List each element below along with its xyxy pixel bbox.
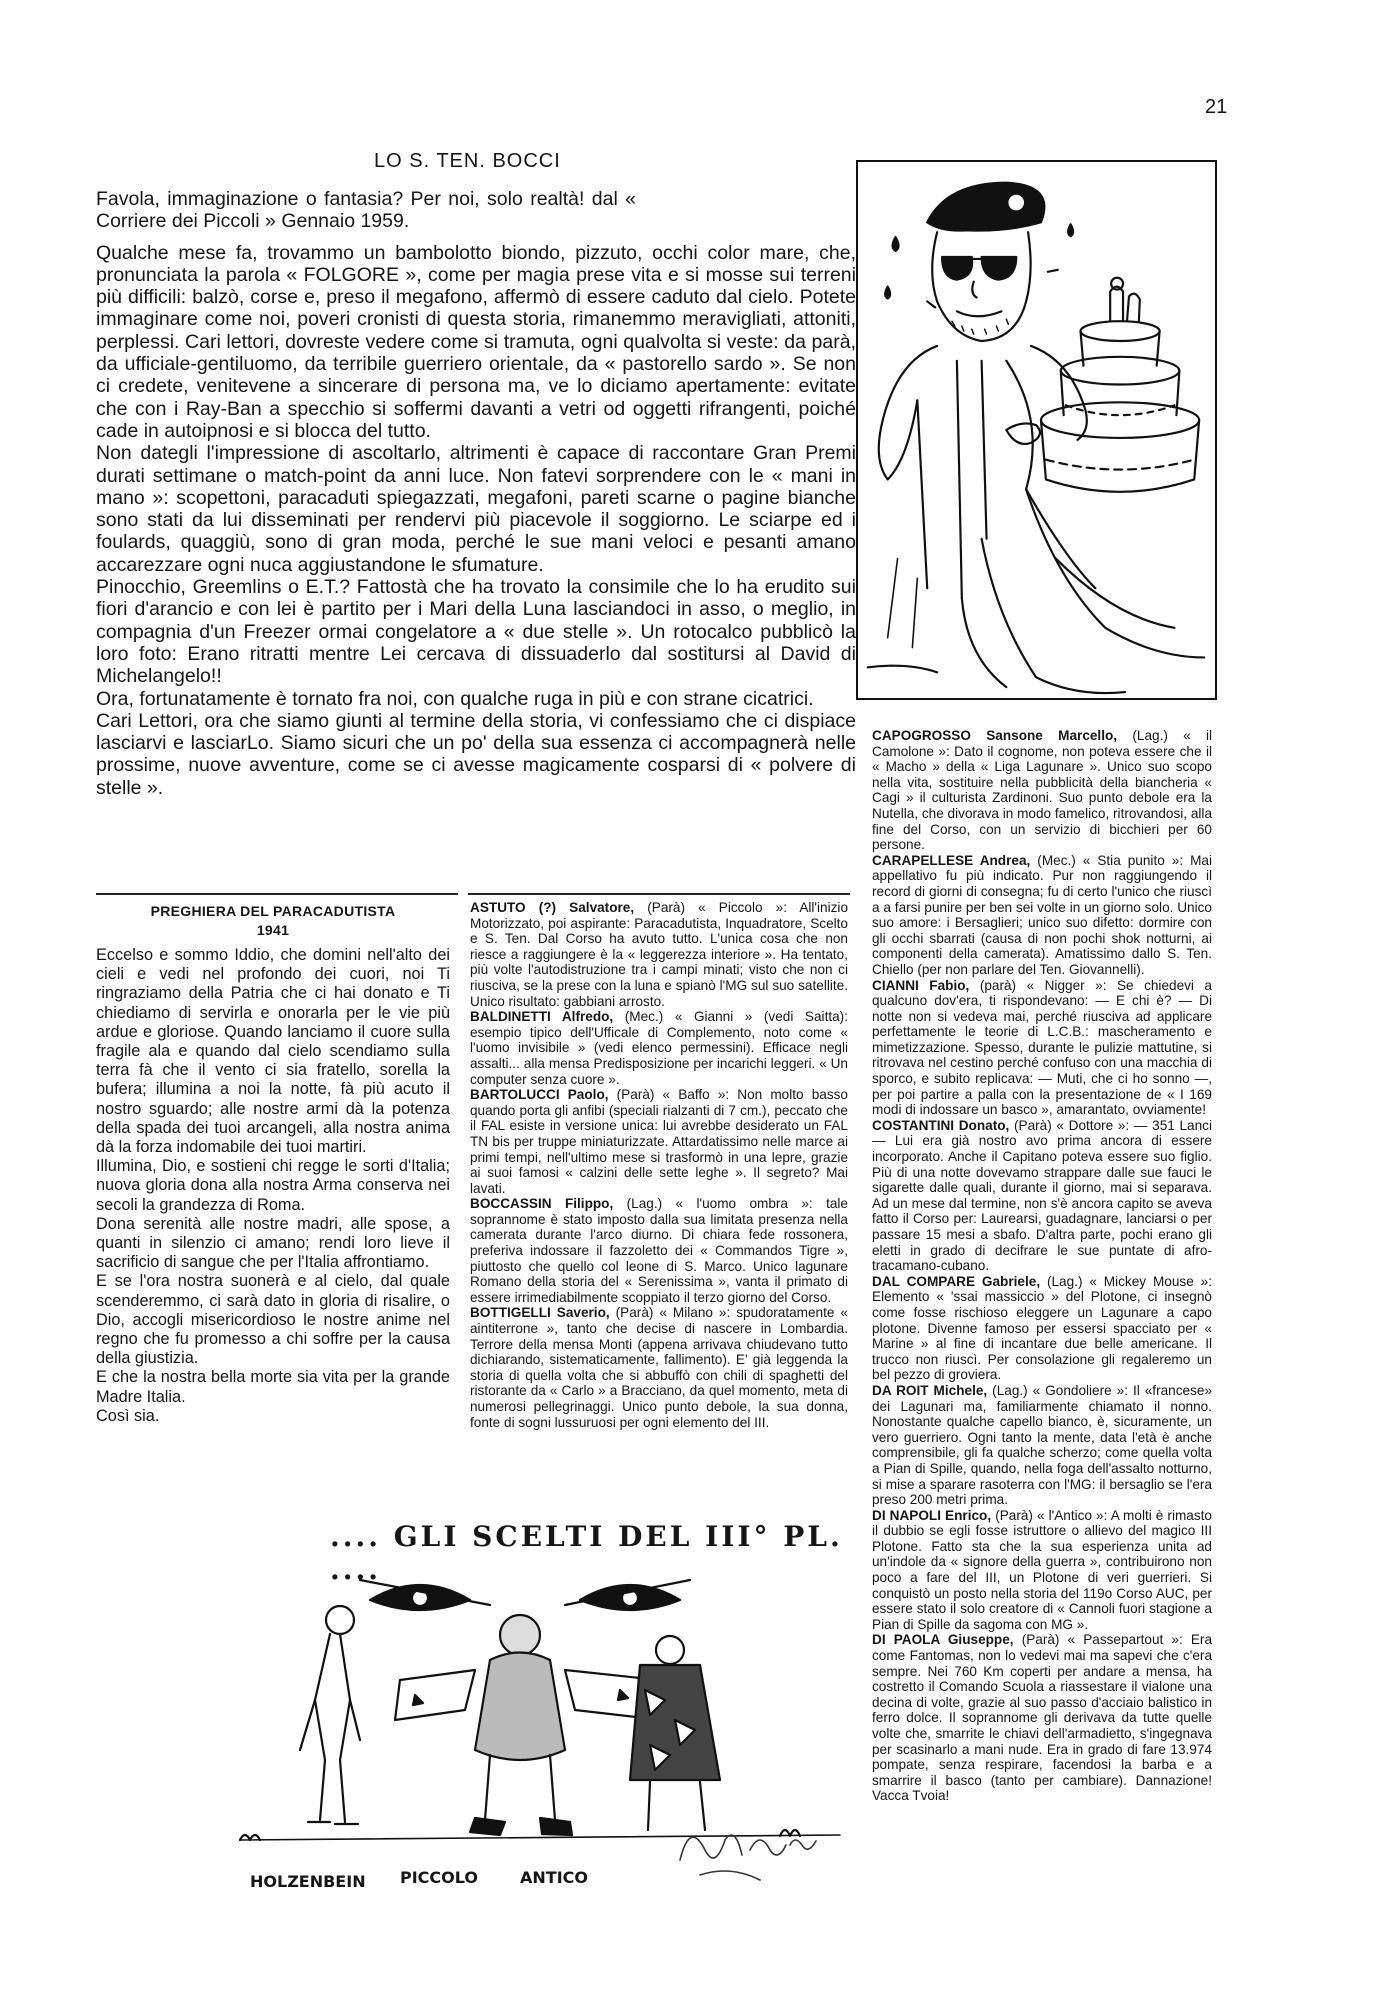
entry xyxy=(872,1118,1212,1274)
signature-scribble xyxy=(670,1810,830,1890)
prayer-paragraph: Illumina, Dio, e sostieni chi regge le sorti d'Italia; nuova gloria dona alla nostra Arma conserva nei secoli la grandezza di Roma. xyxy=(96,1157,450,1214)
entries-column-right xyxy=(872,728,1212,1804)
entry-text: (Lag.) « Mickey Mouse »: Elemento « 'ssai massiccio » del Plotone, ci insegnò come fosse rischioso eleggere un Lagunare a capo plotone. Divenne famoso per essersi spacciato per « Marine » al fine di incantare due belle americane. Il trucco non riuscì. Per consolazione gli regaleremo un bel pezzo di groviera. xyxy=(872,1273,1212,1383)
entry-name: COSTANTINI Donato, xyxy=(872,1117,1010,1133)
prayer-paragraph: Così sia. xyxy=(96,1406,160,1425)
prayer-paragraph: Eccelso e sommo Iddio, che domini nell'alto dei cieli e vedi nel profondo dei cuori, noi Ti ringraziamo della Patria che ci hai donato e Ti chiediamo di servirla e onorarla per le vie più ardue e gloriose. Quando lanciamo il cuore sulla fragile ala e quando dal cielo scendiamo sulla terra fà che il vento ci sia fratello, sorella la bufera; illumina a noi la notte, fà più acuto il nostro sguardo; alle nostre armi dà la potenza della spada dei tuoi arcangeli, alla nostra anima dà la forza indomabile dei tuoi martiri. xyxy=(96,946,450,1157)
story-paragraph: Ora, fortunatamente è tornato fra noi, con qualche ruga in più e con strane cicatrici. xyxy=(96,687,814,710)
prayer-paragraph: E se l'ora nostra suonerà e al cielo, dal quale scenderemmo, ci sarà dato in gloria di risalire, o Dio, accogli misericordioso le nostre anime nel regno che fu promesso a chi soffre per la causa della giustizia. xyxy=(96,1272,450,1368)
story-body xyxy=(96,188,856,799)
divider xyxy=(468,893,850,895)
entry-text: (Lag.) « Gondoliere »: Il «francese» dei Lagunari ma, familiarmente chiamato il nonno. Nonostante qualche capello bianco, è, sicuramente, un vero guerriero. Ogni tanto la mente, data l'età è anche comprensibile, gli fa qualche scherzo; come quella volta a Pian di Spille, quando, nella foga dell'assalto notturno, si mise a sparare rasoterra con l'MG: il bersaglio se l'era preso 200 metri prima. xyxy=(872,1382,1212,1508)
entry-name: ASTUTO (?) Salvatore, xyxy=(470,900,635,915)
entry xyxy=(872,728,1212,853)
entry xyxy=(470,1305,848,1430)
story-paragraph: Pinocchio, Greemlins o E.T.? Fattostà che ha trovato la consimile che lo ha erudito sui fiori d'arancio e con lei è partito per i Mari della Luna lasciandoci in asso, o meglio, in compagnia d'un Freezer ormai congelatore a « due stelle ». Un rotocalco pubblicò la loro foto: Erano ritratti mentre Lei cercava di dissuaderlo dal sostitursi al David di Michelangelo!! xyxy=(96,576,856,688)
entry-name: DA ROIT Michele, xyxy=(872,1382,988,1398)
entry xyxy=(872,853,1212,978)
entry-name: CIANNI Fabio, xyxy=(872,977,970,993)
officer-cartoon-illustration xyxy=(856,160,1217,700)
prayer-section xyxy=(96,902,450,1426)
entry xyxy=(470,1087,848,1196)
entry-text: (Mec.) « Stia punito »: Mai appellativo fu più indicato. Pur non raggiungendo il record di giorni di consegna; fu di certo l'unico che riuscì a a farsi punire per ben sei volte in un giorno solo. Unico suo amore: i Bersaglieri; unico suo difetto: dormire con gli occhi sbarrati (causa di non pochi shok notturni, ai componenti della camerata). Amatissimo dallo S. Ten. Chiello (per non parlare del Ten. Giovannelli). xyxy=(872,852,1212,977)
story-paragraph: Cari Lettori, ora che siamo giunti al termine della storia, vi confessiamo che ci dispiace lasciarvi e lasciarLo. Siamo sicuri che un po' della sua essenza ci accompagnerà nelle prossime, nuove avventure, come se ci avesse magicamente cosparsi di « polvere di stelle ». xyxy=(96,709,856,799)
entry-text: (Mec.) « Gianni » (vedi Saitta): esempio tipico dell'Ufficale di Complemento, noto come « l'uomo invisibile » (vedi elenco permessini). Efficace negli assalti... alla mensa Predisposizione per incarichi leggeri. « Un computer senza cuore ». xyxy=(470,1009,848,1087)
entry-name: BALDINETTI Alfredo, xyxy=(470,1009,614,1025)
entry-name: DAL COMPARE Gabriele, xyxy=(872,1273,1041,1289)
entry-text: (parà) « Nigger »: Se chiedevi a qualcuno dov'era, ti rispondevano: — E chi è? — Di notte non si vedeva mai, perché riusciva ad applicare perfettamente le teorie di L.C.B.: mascheramento e mimetizzazione. Spesso, durante le pulizie mattutine, si ritrovava nel cestino perché confuso con una macchia di sporco, e subito replicava: — Muti, che ci ho sonno —, per poi partire a palla con la presentazione de « I 169 modi di indossare un basco », amarantato, ovviamente! xyxy=(872,977,1212,1118)
entry-text: (Parà) « Milano »: spudoratamente « aintiterrone », tanto che decise di nascere in Lombardia. Terrore della mensa Monti (appena arrivava chiudevano tutto dichiarando, sistematicamente, fallimento). E' già leggenda la storia di quella volta che si abbuffò con chili di spaghetti del ristorante da « Carlo » a Bracciano, da quel momento, meta di numerosi pellegrinaggi. Unico punto debole, la sua donna, fonte di sogni lussuruosi per ogni elemento del III. xyxy=(470,1305,848,1430)
prayer-paragraph: E che la nostra bella morte sia vita per la grande Madre Italia. xyxy=(96,1368,450,1406)
entry-text: (Parà) « Dottore »: — 351 Lanci — Lui era già nostro avo prima ancora di essere incorporato. Anche il Capitano poteva essere suo figlio. Più di una notte dovevamo strappare dalle sue fauci le sigarette dalle quali, durante il giorno, mai si separava. Ad un mese dal termine, non s'è ancora capito se aveva fatto il Corso per: Laurearsi, guadagnare, lanciarsi o per passare 15 mesi a sbafo. D'altra parte, pochi erano gli eletti in grado di decifrare le sue puntate di afro-tracamano-cubano. xyxy=(872,1117,1212,1274)
entry-name: CARAPELLESE Andrea, xyxy=(872,852,1031,868)
story-paragraph: Non dategli l'impressione di ascoltarlo, altrimenti è capace di raccontare Gran Premi durati settimane o match-point da anni luce. Non fatevi sorprendere con le « mani in mano »: scopettoni, paracaduti spiegazzati, megafoni, pareti scarne o pagine bianche sono stati da lui disseminati per rendervi più piacevole il soggiorno. Le sciarpe ed i foulards, quaggiù, sono di gran moda, perché le sue mani veloci e pesanti amano accarezzare ogni nuca aggiustandone le sfumature. xyxy=(96,442,856,576)
entry-text: (Parà) « Baffo »: Non molto basso quando porta gli anfibi (speciali rialzanti di 7 cm.), peccato che il FAL esiste in versione unica: lui avrebbe desiderato un FAL TN bis per truppe miniaturizzate. Attardatissimo nelle marce ai primi tempi, nell'ultimo mese si trasformò in una lepre, grazie ai suoi famosi « calzini delle sette leghe ». Il segreto? Mai lavati. xyxy=(470,1087,848,1196)
entry-name: DI NAPOLI Enrico, xyxy=(872,1507,992,1523)
entry xyxy=(872,978,1212,1118)
entry xyxy=(872,1632,1212,1804)
entry-text: (Parà) « l'Antico »: A molti è rimasto il dubbio se egli fosse istruttore o allievo del magico III Plotone. Fatto sta che la sua esperienza unita ad un'indole da « signore della guerra », contribuirono non poco a fare del III, un Plotone di veri guerrieri. Si conquistò un posto nella storia del 119o Corso AUC, per essere stato il solo creatore di « Cannoli fuori stagione a Pian di Spille da sagoma con MG ». xyxy=(872,1507,1212,1632)
entry-name: DI PAOLA Giuseppe, xyxy=(872,1632,1014,1648)
divider xyxy=(96,893,458,895)
entry-text: (Lag.) « il Camolone »: Dato il cognome, non poteva essere che il « Macho » della « Liga Lagunare ». Unico suo scopo nella vita, sostituire nella pubblicità della biancheria « Cagi » il culturista Zardinoni. Suo punto debole era la Nutella, che divorava in modo famelico, ritrovandosi, alla fine del Corso, con un servizio di bicchieri per 60 persone. xyxy=(872,728,1213,853)
prayer-paragraph: Dona serenità alle nostre madri, alle spose, a quanti in silenzio ci amano; rendi loro lieve il sacrificio di sangue che per l'Italia affrontiamo. xyxy=(96,1214,450,1272)
caption-piccolo: PICCOLO xyxy=(400,1868,478,1887)
entry xyxy=(470,1196,848,1305)
entry-text: (Lag.) « l'uomo ombra »: tale soprannome è stato imposto dalla sua limitata presenza nella camerata durante l'arco diurno. Di chiara fede rossonera, preferiva indossare il fazzoletto dei « Commandos Tigre », piuttosto che quello col leone di S. Marco. Unico lagunare Romano della storia del « Serenissima », vanta il primato di essere irrimediabilmente scoppiato il terzo giorno del Corso. xyxy=(470,1196,848,1305)
entry xyxy=(872,1383,1212,1508)
cartoon-headline: .... GLI SCELTI DEL III° PL. .... xyxy=(330,1520,843,1586)
prayer-year: 1941 xyxy=(256,922,290,938)
caption-holzenbein: HOLZENBEIN xyxy=(250,1872,366,1891)
entry-name: CAPOGROSSO Sansone Marcello, xyxy=(872,728,1118,743)
entry-name: BOTTIGELLI Saverio, xyxy=(470,1305,610,1321)
entry xyxy=(872,1274,1212,1383)
entries-column-middle xyxy=(470,900,848,1430)
entry-text: (Parà) « Passepartout »: Era come Fantomas, non lo vedevi mai ma sapevi che c'era sempre. Nei 760 Km coperti per andare a mensa, ha costretto il Comando Scuola a riassestare il vialone una decina di volte, grazie al suo passo d'acciaio balistico in ferro dolce. Il soprannome gli derivava da tutte quelle volte che, smarrite le chiavi dell'armadietto, s'ingegnava per scasinarlo a mani nude. Era in grado di fare 13.974 pompate, senza respirare, facendosi la barba e a smarrire il basco (tanto per cambiare). Dannazione! Vacca Tvoia! xyxy=(872,1632,1213,1804)
caption-antico: ANTICO xyxy=(520,1868,588,1887)
entry-name: BOCCASSIN Filippo, xyxy=(470,1196,614,1212)
entry xyxy=(872,1508,1212,1633)
artist-signature xyxy=(670,1810,830,1890)
story-paragraph: Favola, immaginazione o fantasia? Per noi, solo realtà! dal « Corriere dei Piccoli » Gennaio 1959. xyxy=(96,188,636,233)
entry-text: (Parà) « Piccolo »: All'inizio Motorizzato, poi aspirante: Paracadutista, Inquadratore, Scelto e S. Ten. Dal Corso ha avuto tutto. L'unica cosa che non riesce a raggiungere è la « leggerezza interiore ». Ha tentato, più volte l'autodistruzione tra i campi minati; visto che non ci riusciva, se la prese con la luna e spianò l'MG sul suo satellite. Unico risultato: gabbiani arrosto. xyxy=(470,900,849,1009)
story-title: LO S. TEN. BOCCI xyxy=(374,150,561,172)
entry xyxy=(470,1009,848,1087)
story-paragraph: Qualche mese fa, trovammo un bambolotto biondo, pizzuto, occhi color mare, che, pronunciata la parola « FOLGORE », come per magia prese vita e si mosse sui terreni più difficili: balzò, corse e, preso il megafono, affermò di essere caduto dal cielo. Potete immaginare come noi, poveri cronisti di questa storia, rimanemmo meravigliati, attoniti, perplessi. Cari lettori, dovreste vedere come si tramuta, ogni qualvolta si veste: da parà, da ufficiale-gentiluomo, da terribile guerriero orientale, da « pastorello sardo ». Se non ci credete, venitevene a sincerare di persona ma, ve lo diciamo apertamente: evitate che con i Ray-Ban a specchio si soffermi davanti a vetri od oggetti rifrangenti, poiché cade in autoipnosi e si blocca del tutto. xyxy=(96,241,856,442)
entry xyxy=(470,900,848,1009)
entry-name: BARTOLUCCI Paolo, xyxy=(470,1087,609,1103)
officer-with-cake-drawing xyxy=(858,162,1215,698)
prayer-title: PREGHIERA DEL PARACADUTISTA xyxy=(150,903,396,919)
page-number: 21 xyxy=(1205,96,1228,118)
